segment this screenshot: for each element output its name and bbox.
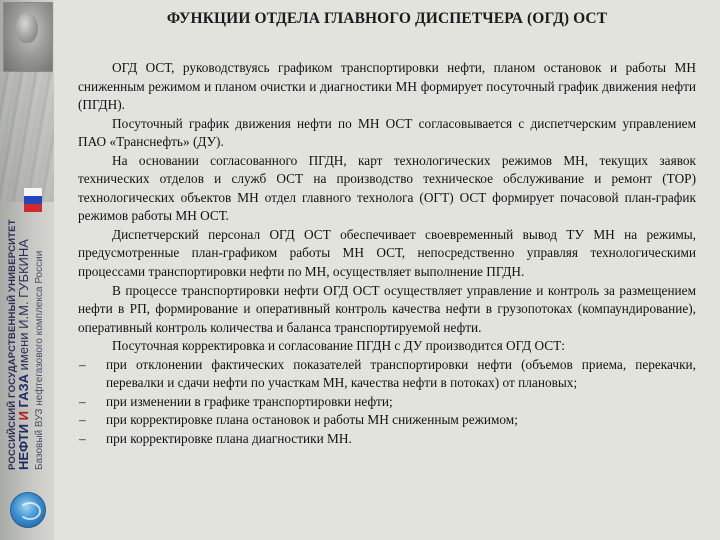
slide-body — [78, 59, 696, 448]
university-word-nefti: НЕФТИ — [16, 424, 31, 470]
list-item — [78, 356, 696, 393]
list-item-text: при корректировке плана диагностики МН. — [106, 430, 352, 446]
paragraph: Посуточная корректировка и согласование ПГДН с ДУ производится ОГД ОСТ: — [112, 338, 565, 354]
list-dash: – — [79, 393, 86, 409]
university-word-gaza: ГАЗА — [16, 373, 31, 408]
university-name-main — [16, 239, 31, 470]
list-item — [78, 393, 696, 412]
list-dash: – — [79, 430, 86, 446]
list-dash: – — [79, 356, 86, 372]
university-sidebar — [0, 0, 54, 540]
university-word-gubkin: имени И.М. ГУБКИНА — [16, 239, 31, 371]
list-item — [78, 430, 696, 449]
correction-cases-list — [78, 356, 696, 449]
russian-flag-icon — [24, 188, 42, 212]
list-item-text: при отклонении фактических показателей транспортировки нефти (объемов приема, перекачки, перевалки и сдачи нефти по участкам МН, качества нефти в потоках) от плановых; — [106, 356, 696, 391]
paragraph: Посуточный график движения нефти по МН ОСТ согласовывается с диспетчерским управлением ПАО «Транснефть» (ДУ). — [78, 115, 696, 150]
list-item-text: при корректировке плана остановок и работы МН сниженным режимом; — [106, 412, 518, 428]
paragraph: Диспетчерский персонал ОГД ОСТ обеспечивает своевременный вывод ТУ МН на режимы, предусмотренные план-графиком работы МН ОСТ, непосредственно управляя технологическими процессами транспортировки нефти по МН, осуществляет выполнение ПГДН. — [78, 226, 696, 280]
list-item — [78, 411, 696, 430]
paragraph: В процессе транспортировки нефти ОГД ОСТ осуществляет управление и контроль за размещением нефти в РП, формирование и оперативный контроль качества нефти в грузопотоках (компаундирование), оперативный контроль количества и баланса транспортируемой нефти. — [78, 282, 696, 335]
gubkin-portrait-image — [3, 2, 53, 72]
university-tagline: Базовый ВУЗ нефтегазового комплекса России — [34, 250, 45, 470]
sidebar-relief-image — [0, 72, 54, 202]
university-word-i: И — [16, 411, 31, 421]
list-dash: – — [79, 412, 86, 428]
slide-title: ФУНКЦИИ ОТДЕЛА ГЛАВНОГО ДИСПЕТЧЕРА (ОГД) ОСТ — [166, 10, 608, 27]
university-logo-icon — [10, 492, 46, 528]
paragraph: ОГД ОСТ, руководствуясь графиком транспортировки нефти, планом остановок и работы МН сниженным режимом и планом очистки и диагностики МН формирует посуточный график движения нефти (ПГДН). — [78, 60, 696, 113]
list-item-text: при изменении в графике транспортировки нефти; — [106, 393, 393, 409]
university-name-line: РОССИЙСКИЙ ГОСУДАРСТВЕННЫЙ УНИВЕРСИТЕТ — [7, 219, 18, 470]
paragraph: На основании согласованного ПГДН, карт технологических режимов МН, текущих заявок технических отделов и служб ОСТ на производство техническое обслуживание и ремонт (ТОР) технологических объектов МН отдел главного технолога (ОГТ) ОСТ формирует почасовой план-график режимов работы МН ОСТ. — [78, 152, 696, 224]
